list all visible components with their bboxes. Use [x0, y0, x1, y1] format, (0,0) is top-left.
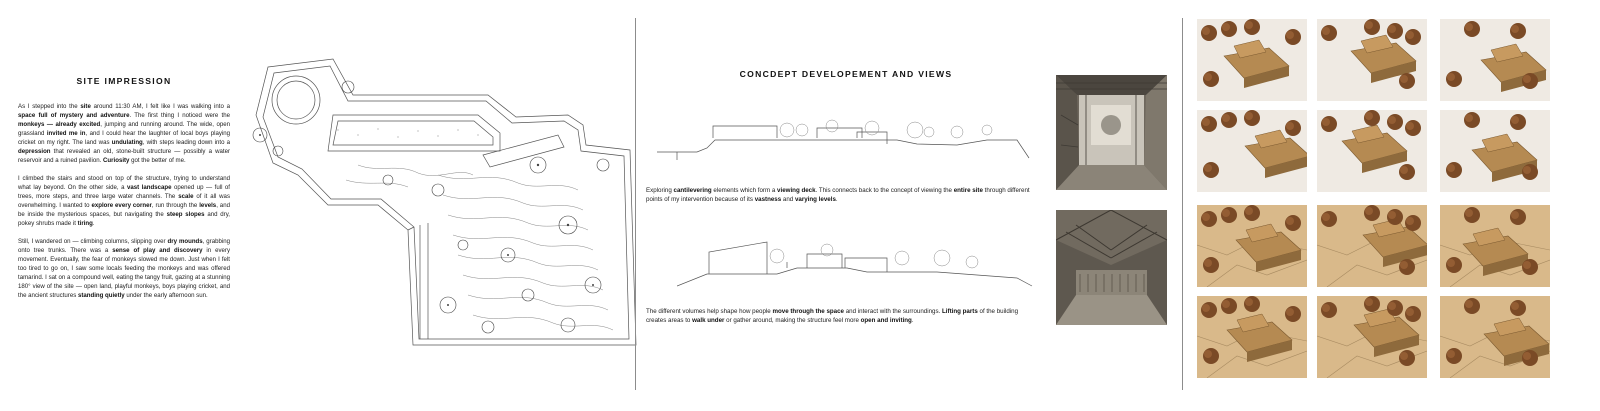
model-photo: [1440, 205, 1550, 287]
page-divider: [1182, 18, 1183, 390]
essay-paragraph: Still, I wandered on — climbing columns, slipping over dry mounds, grabbing onto tree trunks. There was a sense of play and discovery in every movement. Eventually, the fear of monkeys slowed me down. Just when I felt too tired to go on, I saw some locals feeding the monkeys and was offered tamarind. I sat on a compound well, eating the tangy fruit, gazing at a stunning 180° view of the site — open land, playful monkeys, boys playing cricket, and the ancient structures standing quietly under the early afternoon sun.: [18, 237, 231, 300]
model-photo: [1317, 110, 1427, 192]
model-photo: [1317, 205, 1427, 287]
concept-caption-1: Exploring cantilevering elements which form a viewing deck. This connects back to the concept of viewing the entire site through different points of my intervention because of its vastness and varying levels.: [646, 187, 1030, 204]
site-impression-essay: [18, 102, 230, 309]
model-photo: [1197, 19, 1307, 101]
model-photo: [1197, 110, 1307, 192]
interior-render-corridor: [1056, 75, 1167, 190]
essay-paragraph: I climbed the stairs and stood on top of the structure, trying to understand what lay beyond. On the other side, a vast landscape opened up — full of trees, more steps, and three large water channels. The scale of it all was overwhelming. I wanted to explore every corner, run through the levels, and be inside the mysterious spaces, but navigating the steep slopes and dry, pokey shrubs made it tiring.: [18, 174, 230, 228]
concept-caption-2: The different volumes help shape how people move through the space and interact with the surroundings. Lifting parts of the building creates areas to walk under or gather around, making the structure feel more open and inviting.: [646, 308, 1019, 325]
model-photo: [1317, 19, 1427, 101]
interior-render-attic: [1056, 210, 1167, 325]
model-photo: [1317, 296, 1427, 378]
site-plan-sketch: [238, 55, 638, 350]
concept-title: CONCDEPT DEVELOPEMENT AND VIEWS: [739, 69, 953, 79]
model-photo: [1197, 296, 1307, 378]
cantilever-section-sketch: [657, 100, 1039, 178]
model-photos-panel: [1207, 0, 1600, 411]
model-photo: [1440, 19, 1550, 101]
essay-paragraph: As I stepped into the site around 11:30 AM, I felt like I was walking into a space full of mystery and adventure. The first thing I noticed were the monkeys — already excited, jumping and running around. The wide, open grassland invited me in, and I could hear the laughter of local boys playing cricket on my right. The land was undulating, with steps leading down into a depression that revealed an old, stone-built structure — possibly a water reservoir and a ruined pavilion. Curiosity got the better of me.: [18, 103, 231, 165]
page-divider: [635, 18, 636, 390]
model-photo: [1197, 205, 1307, 287]
model-photo: [1440, 110, 1550, 192]
model-photo: [1440, 296, 1550, 378]
concept-panel: [646, 0, 1206, 411]
volumes-section-sketch: [677, 228, 1039, 303]
site-impression-title: SITE IMPRESSION: [76, 76, 172, 86]
site-impression-panel: [0, 0, 648, 411]
